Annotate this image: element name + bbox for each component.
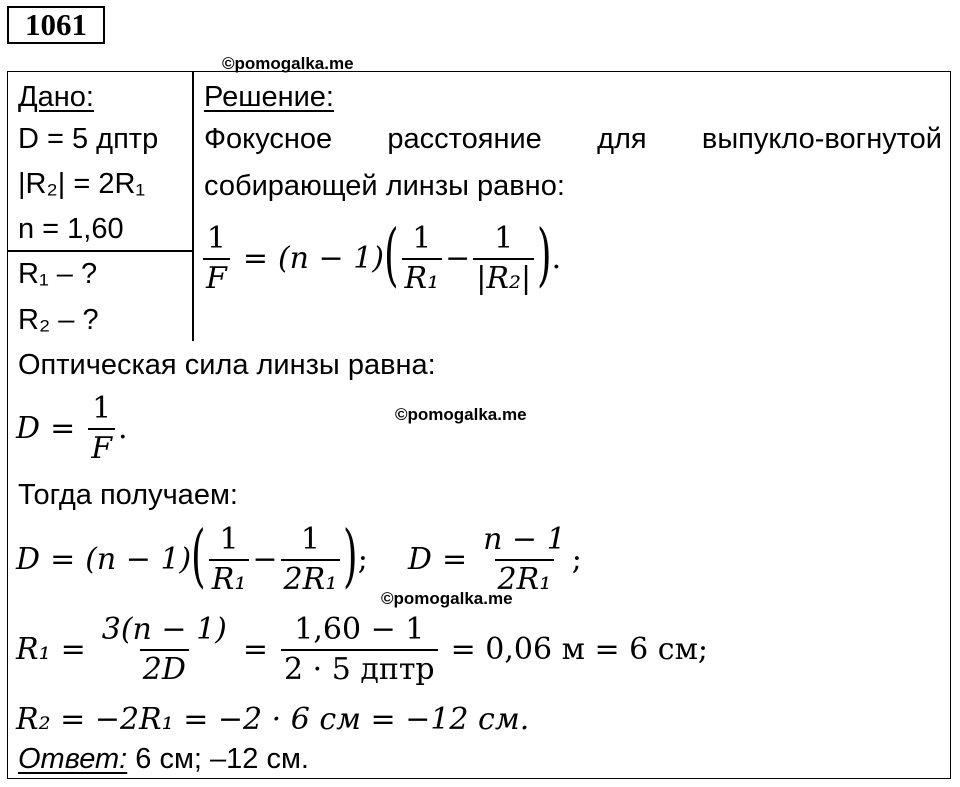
semicolon: ; bbox=[357, 542, 368, 577]
given-heading: Дано: bbox=[18, 81, 94, 113]
answer-value: 6 см; –12 см. bbox=[127, 743, 309, 775]
denominator: 2R₁ bbox=[495, 559, 555, 595]
minus-sign: − bbox=[252, 542, 278, 577]
factor-n-minus-1: (n − 1) bbox=[277, 241, 384, 276]
formula-lens bbox=[200, 214, 561, 304]
equals-sign: = bbox=[60, 632, 86, 667]
numerator: 1,60 − 1 bbox=[294, 612, 425, 647]
symbol-D: D bbox=[407, 542, 432, 577]
find-line-r1: R₁ – ? bbox=[18, 258, 98, 290]
solution-heading: Решение: bbox=[204, 81, 334, 113]
numerator: 1 bbox=[494, 221, 514, 256]
fraction-1-over-F bbox=[203, 221, 230, 296]
equals-sign: = bbox=[441, 542, 468, 577]
power-text: Оптическая сила линзы равна: bbox=[18, 349, 436, 381]
fraction-1-over-R1 bbox=[402, 221, 443, 296]
equals-sign: = bbox=[242, 241, 268, 276]
denominator: F bbox=[203, 258, 230, 294]
given-divider-horizontal bbox=[7, 250, 193, 252]
given-divider-vertical bbox=[192, 71, 194, 341]
formula-r2 bbox=[16, 700, 529, 740]
symbol-D: D bbox=[16, 411, 41, 446]
fraction-1-over-abs-R2 bbox=[473, 221, 534, 296]
numerator: 1 bbox=[412, 221, 432, 256]
watermark-bottom: ©pomogalka.me bbox=[381, 589, 513, 608]
denominator: 2D bbox=[140, 649, 189, 685]
denominator: R₁ bbox=[402, 258, 443, 294]
solution-intro-line1: Фокусное расстояние для выпукло-вогнутой bbox=[204, 123, 942, 155]
minus-sign: − bbox=[445, 241, 471, 276]
then-text: Тогда получаем: bbox=[18, 479, 238, 511]
answer-line bbox=[18, 741, 309, 777]
fraction-1-over-F bbox=[88, 391, 115, 466]
paren-close: ) bbox=[537, 216, 552, 295]
equals-sign: = bbox=[50, 411, 76, 446]
paren-open: ( bbox=[191, 517, 206, 596]
fraction-1-over-2R1 bbox=[281, 522, 341, 597]
problem-number: 1061 bbox=[7, 6, 105, 44]
formula-derived bbox=[16, 517, 582, 603]
fraction-1-over-R1 bbox=[209, 522, 250, 597]
r1-result: = 0,06 м = 6 см; bbox=[450, 632, 709, 667]
fraction-numeric bbox=[281, 612, 438, 687]
equals-sign: = bbox=[50, 542, 76, 577]
watermark-top: ©pomogalka.me bbox=[222, 54, 354, 73]
paren-open: ( bbox=[383, 216, 399, 295]
numerator: n − 1 bbox=[483, 522, 566, 557]
r2-result: R₂ = −2R₁ = −2 · 6 см = −12 см. bbox=[16, 702, 530, 737]
equals-sign: = bbox=[242, 632, 269, 667]
numerator: 1 bbox=[92, 391, 112, 426]
factor-n-minus-1: (n − 1) bbox=[85, 542, 192, 577]
paren-close: ) bbox=[343, 517, 358, 596]
formula-r1 bbox=[16, 608, 708, 692]
answer-label: Ответ: bbox=[18, 743, 128, 775]
numerator: 1 bbox=[300, 522, 320, 557]
symbol-R1: R₁ bbox=[16, 632, 51, 667]
watermark-middle: ©pomogalka.me bbox=[395, 405, 527, 424]
fraction-n-minus-1-over-2R1 bbox=[480, 522, 569, 597]
denominator: |R₂| bbox=[473, 258, 534, 294]
denominator: R₁ bbox=[209, 559, 250, 595]
numerator: 1 bbox=[219, 522, 239, 557]
denominator: F bbox=[88, 428, 115, 464]
given-line-index: n = 1,60 bbox=[18, 213, 124, 245]
semicolon: ; bbox=[571, 542, 582, 577]
period: . bbox=[551, 241, 562, 276]
fraction-3n-minus-1-over-2D bbox=[99, 612, 230, 687]
solution-intro-line2: собирающей линзы равно: bbox=[204, 170, 565, 202]
denominator: 2R₁ bbox=[281, 559, 341, 595]
numerator: 3(n − 1) bbox=[101, 612, 227, 647]
denominator: 2 · 5 дптр bbox=[281, 649, 438, 685]
symbol-D: D bbox=[16, 542, 41, 577]
given-line-radius: |R₂| = 2R₁ bbox=[18, 168, 146, 200]
numerator: 1 bbox=[206, 221, 226, 256]
formula-power bbox=[16, 387, 128, 471]
find-line-r2: R₂ – ? bbox=[18, 304, 99, 336]
given-line-power: D = 5 дптр bbox=[18, 123, 159, 155]
period: . bbox=[118, 411, 128, 446]
